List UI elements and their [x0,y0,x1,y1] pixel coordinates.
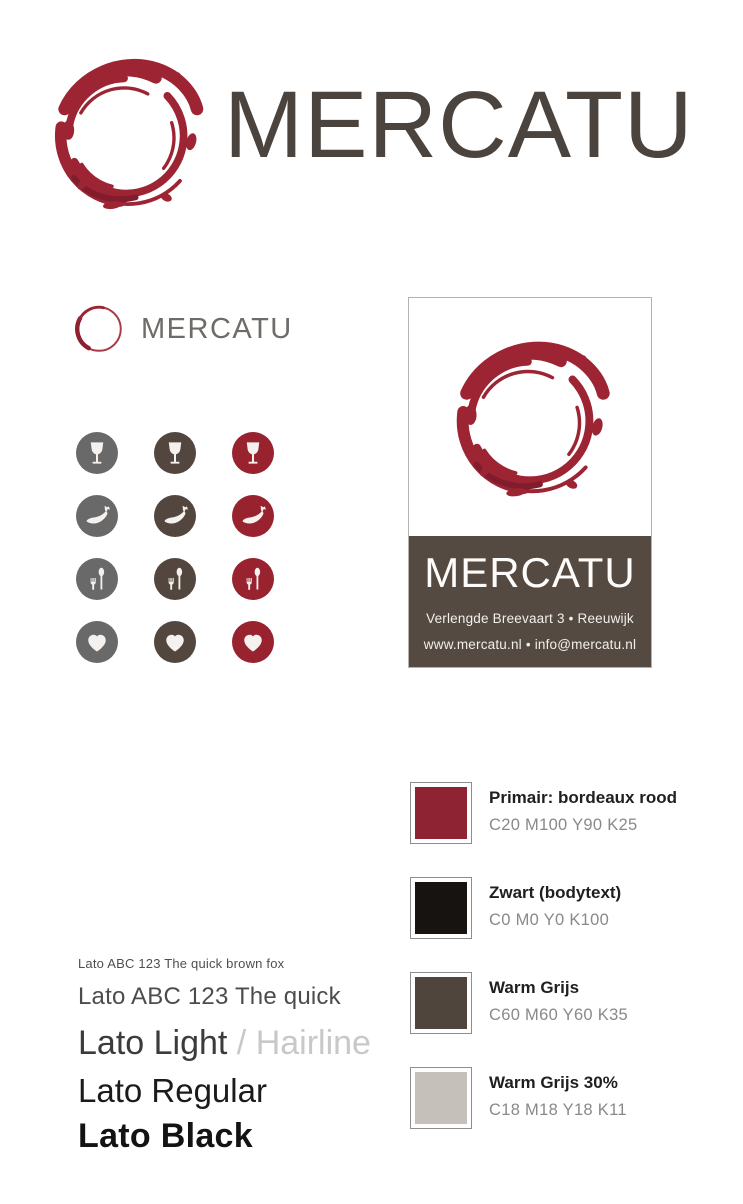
heart-icon [82,627,112,657]
wine-glass-icon [238,438,268,468]
wine-glass-icon [160,438,190,468]
swatch-label: Warm Grijs 30% [489,1073,618,1092]
type-sample-small: Lato ABC 123 The quick brown fox [78,956,285,971]
icon-tile-wineglass-grey [76,432,118,474]
icon-variant-grid [76,432,274,663]
swatch-frame [410,877,472,939]
primary-wordmark: MERCATU [224,72,694,178]
icon-tile-heart-grey [76,621,118,663]
swatch-bordeaux [410,782,677,844]
swatch-cmyk-value: C60 M60 Y60 K35 [489,1006,629,1025]
lato-light-label: Lato Light [78,1024,237,1062]
type-sample-black: Lato Black [78,1117,253,1155]
lato-hairline-label: / Hairline [236,1024,371,1062]
card-contact-line: www.mercatu.nl • info@mercatu.nl [423,637,637,652]
icon-tile-pepper-grey [76,495,118,537]
business-card-band [409,536,651,667]
heart-icon [238,627,268,657]
chili-pepper-icon [82,501,112,531]
swatch-cmyk-value: C20 M100 Y90 K25 [489,816,638,835]
icon-tile-cutlery-grey [76,558,118,600]
swatch-black [410,877,677,939]
swatch-frame [410,972,472,1034]
icon-tile-cutlery-warm-grey [154,558,196,600]
icon-tile-wineglass-warm-grey [154,432,196,474]
swatch-label: Zwart (bodytext) [489,883,622,902]
icon-tile-pepper-warm-grey [154,495,196,537]
icon-tile-cutlery-bordeaux [232,558,274,600]
chili-pepper-icon [238,501,268,531]
cutlery-icon [238,564,268,594]
icon-tile-heart-warm-grey [154,621,196,663]
swatch-frame [410,782,472,844]
type-sample-medium: Lato ABC 123 The quick [78,983,341,1010]
secondary-wordmark: MERCATU [141,312,293,345]
wine-stain-logo-icon [431,319,629,519]
swatch-color [415,977,467,1029]
business-card [408,297,652,668]
card-address-line: Verlengde Breevaart 3 • Reeuwijk [426,611,634,626]
wine-ring-icon [70,300,128,358]
icon-tile-heart-bordeaux [232,621,274,663]
cutlery-icon [82,564,112,594]
card-wordmark: MERCATU [424,549,636,596]
wine-glass-icon [82,438,112,468]
swatch-color [415,1072,467,1124]
swatch-warm-grey [410,972,677,1034]
swatch-cmyk-value: C18 M18 Y18 K11 [489,1101,627,1120]
wine-stain-logo-icon [30,36,222,232]
swatch-cmyk-value: C0 M0 Y0 K100 [489,911,610,930]
swatch-label: Primair: bordeaux rood [489,788,677,807]
cutlery-icon [160,564,190,594]
secondary-logo-lockup [70,300,293,358]
type-sample-light [78,1024,371,1063]
chili-pepper-icon [160,501,190,531]
icon-tile-wineglass-bordeaux [232,432,274,474]
icon-tile-pepper-bordeaux [232,495,274,537]
swatch-label: Warm Grijs [489,978,580,997]
typography-samples [78,956,371,1156]
swatch-color [415,787,467,839]
color-swatch-list [410,782,677,1129]
swatch-warm-grey-30 [410,1067,677,1129]
swatch-color [415,882,467,934]
swatch-frame [410,1067,472,1129]
type-sample-regular: Lato Regular [78,1072,267,1109]
heart-icon [160,627,190,657]
